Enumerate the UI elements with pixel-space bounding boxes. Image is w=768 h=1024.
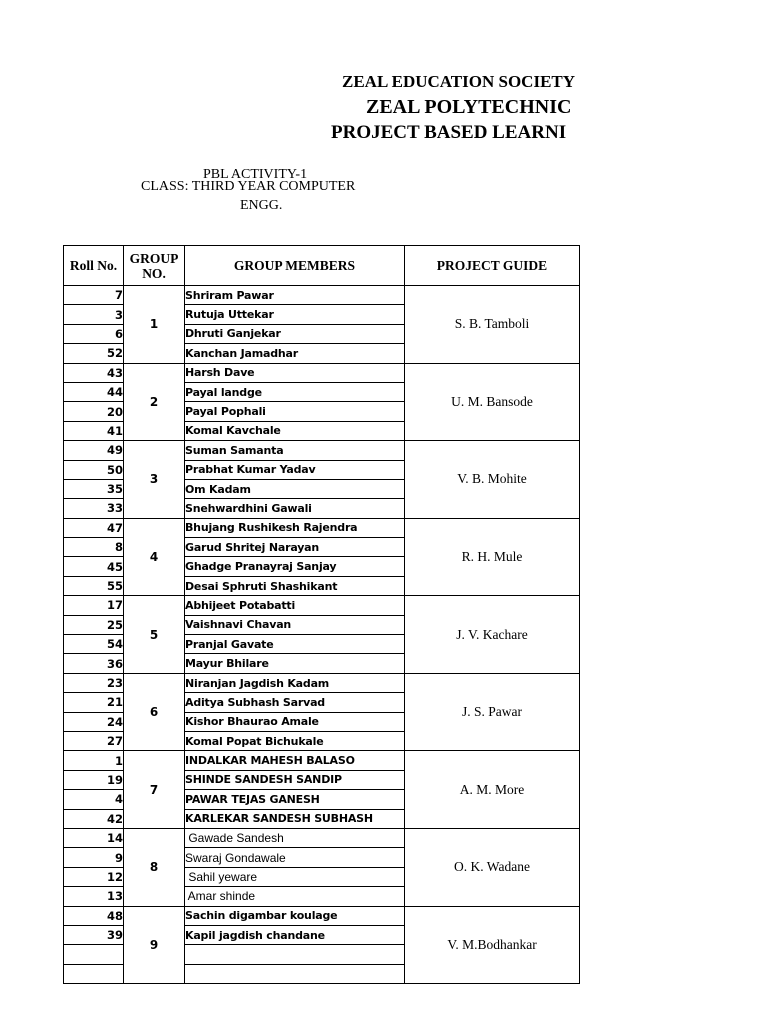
group-number-cell[interactable]: 5 (124, 596, 185, 674)
member-name-cell[interactable]: Sahil yeware (185, 867, 405, 886)
roll-number-cell[interactable] (64, 945, 124, 964)
member-name-cell[interactable]: PAWAR TEJAS GANESH (185, 790, 405, 809)
group-number-cell[interactable]: 2 (124, 363, 185, 441)
roll-header: Roll No. (64, 246, 124, 286)
member-name-cell[interactable]: Vaishnavi Chavan (185, 615, 405, 634)
roll-number-cell[interactable]: 12 (64, 867, 124, 886)
project-guide-cell[interactable]: R. H. Mule (405, 518, 580, 596)
roll-number-cell[interactable]: 49 (64, 441, 124, 460)
table-row (64, 441, 580, 460)
project-guide-cell[interactable]: J. V. Kachare (405, 596, 580, 674)
roll-number-cell[interactable]: 9 (64, 848, 124, 867)
member-name-cell[interactable]: Sachin digambar koulage (185, 906, 405, 925)
group-number-cell[interactable]: 7 (124, 751, 185, 829)
roll-number-cell[interactable]: 21 (64, 693, 124, 712)
table-row (64, 363, 580, 382)
member-name-cell[interactable]: Komal Kavchale (185, 421, 405, 440)
roll-number-cell[interactable]: 13 (64, 887, 124, 906)
member-name-cell[interactable]: Mayur Bhilare (185, 654, 405, 673)
roll-number-cell[interactable]: 33 (64, 499, 124, 518)
project-guide-cell[interactable]: S. B. Tamboli (405, 286, 580, 364)
member-name-cell[interactable]: Dhruti Ganjekar (185, 324, 405, 343)
class-label-cont: ENGG. (240, 198, 283, 213)
project-guide-cell[interactable]: V. M.Bodhankar (405, 906, 580, 984)
roll-number-cell[interactable]: 23 (64, 673, 124, 692)
member-name-cell[interactable]: Payal Pophali (185, 402, 405, 421)
roll-number-cell[interactable]: 1 (64, 751, 124, 770)
roll-number-cell[interactable]: 35 (64, 479, 124, 498)
table-row (64, 906, 580, 925)
member-name-cell[interactable]: KARLEKAR SANDESH SUBHASH (185, 809, 405, 828)
roll-number-cell[interactable]: 3 (64, 305, 124, 324)
member-name-cell[interactable]: Suman Samanta (185, 441, 405, 460)
project-guide-cell[interactable]: V. B. Mohite (405, 441, 580, 519)
roll-number-cell[interactable]: 41 (64, 421, 124, 440)
group-number-cell[interactable]: 8 (124, 828, 185, 906)
member-name-cell[interactable]: Shriram Pawar (185, 286, 405, 305)
member-name-cell[interactable]: Kapil jagdish chandane (185, 925, 405, 944)
member-name-cell[interactable]: Desai Sphruti Shashikant (185, 576, 405, 595)
group-number-cell[interactable]: 1 (124, 286, 185, 364)
member-name-cell[interactable]: Harsh Dave (185, 363, 405, 382)
roll-number-cell[interactable]: 48 (64, 906, 124, 925)
table-row (64, 518, 580, 537)
members-header: GROUP MEMBERS (185, 246, 405, 286)
roll-number-cell[interactable]: 14 (64, 828, 124, 847)
member-name-cell[interactable]: Prabhat Kumar Yadav (185, 460, 405, 479)
roll-number-cell[interactable]: 25 (64, 615, 124, 634)
member-name-cell[interactable]: Om Kadam (185, 479, 405, 498)
member-name-cell[interactable]: Kishor Bhaurao Amale (185, 712, 405, 731)
table-row (64, 596, 580, 615)
project-guide-cell[interactable]: J. S. Pawar (405, 673, 580, 751)
member-name-cell[interactable]: Niranjan Jagdish Kadam (185, 673, 405, 692)
member-name-cell[interactable] (185, 964, 405, 983)
member-name-cell[interactable]: Pranjal Gavate (185, 635, 405, 654)
roll-number-cell[interactable]: 7 (64, 286, 124, 305)
group-number-cell[interactable]: 9 (124, 906, 185, 984)
table-header-row (64, 246, 580, 286)
roll-number-cell[interactable]: 8 (64, 538, 124, 557)
activity-label: PBL ACTIVITY-1 (203, 167, 308, 182)
roll-number-cell[interactable]: 42 (64, 809, 124, 828)
roll-number-cell[interactable]: 36 (64, 654, 124, 673)
table-row (64, 286, 580, 305)
society-title: ZEAL EDUCATION SOCIETY (342, 72, 576, 91)
roll-number-cell[interactable]: 17 (64, 596, 124, 615)
member-name-cell[interactable]: Payal landge (185, 382, 405, 401)
class-label: CLASS: THIRD YEAR COMPUTER (141, 179, 356, 194)
member-name-cell[interactable]: Rutuja Uttekar (185, 305, 405, 324)
roll-number-cell[interactable]: 54 (64, 635, 124, 654)
table-body (64, 286, 580, 984)
member-name-cell[interactable]: Swaraj Gondawale (185, 848, 405, 867)
group-header-label: GROUP NO. (129, 250, 179, 281)
guide-header: PROJECT GUIDE (405, 246, 580, 286)
member-name-cell[interactable]: Bhujang Rushikesh Rajendra (185, 518, 405, 537)
roll-number-cell[interactable]: 19 (64, 770, 124, 789)
roll-number-cell[interactable]: 43 (64, 363, 124, 382)
roll-number-cell[interactable] (64, 964, 124, 983)
group-number-cell[interactable]: 6 (124, 673, 185, 751)
roll-number-cell[interactable]: 6 (64, 324, 124, 343)
roll-number-cell[interactable]: 55 (64, 576, 124, 595)
table-row (64, 828, 580, 847)
roll-number-cell[interactable]: 50 (64, 460, 124, 479)
member-name-cell[interactable]: Snehwardhini Gawali (185, 499, 405, 518)
member-name-cell[interactable]: Gawade Sandesh (185, 828, 405, 847)
roll-number-cell[interactable]: 45 (64, 557, 124, 576)
roll-number-cell[interactable]: 47 (64, 518, 124, 537)
roll-number-cell[interactable]: 39 (64, 925, 124, 944)
college-title: ZEAL POLYTECHNIC (366, 96, 572, 118)
member-name-cell[interactable]: INDALKAR MAHESH BALASO (185, 751, 405, 770)
program-title: PROJECT BASED LEARNI (331, 122, 567, 143)
project-guide-cell[interactable]: A. M. More (405, 751, 580, 829)
project-guide-cell[interactable]: O. K. Wadane (405, 828, 580, 906)
member-name-cell[interactable]: Ghadge Pranayraj Sanjay (185, 557, 405, 576)
roll-number-cell[interactable]: 4 (64, 790, 124, 809)
member-name-cell[interactable]: Aditya Subhash Sarvad (185, 693, 405, 712)
roll-number-cell[interactable]: 24 (64, 712, 124, 731)
roll-number-cell[interactable]: 44 (64, 382, 124, 401)
table-row (64, 673, 580, 692)
member-name-cell[interactable]: SHINDE SANDESH SANDIP (185, 770, 405, 789)
roll-number-cell[interactable]: 27 (64, 731, 124, 750)
group-header (124, 246, 185, 286)
member-name-cell[interactable]: Garud Shritej Narayan (185, 538, 405, 557)
group-number-cell[interactable]: 3 (124, 441, 185, 519)
table-row (64, 751, 580, 770)
project-guide-cell[interactable]: U. M. Bansode (405, 363, 580, 441)
roll-number-cell[interactable]: 52 (64, 344, 124, 363)
group-table (63, 245, 580, 984)
group-number-cell[interactable]: 4 (124, 518, 185, 596)
member-name-cell[interactable]: Komal Popat Bichukale (185, 731, 405, 750)
member-name-cell[interactable] (185, 945, 405, 964)
member-name-cell[interactable]: Kanchan Jamadhar (185, 344, 405, 363)
member-name-cell[interactable]: Abhijeet Potabatti (185, 596, 405, 615)
roll-number-cell[interactable]: 20 (64, 402, 124, 421)
member-name-cell[interactable]: Amar shinde (185, 887, 405, 906)
